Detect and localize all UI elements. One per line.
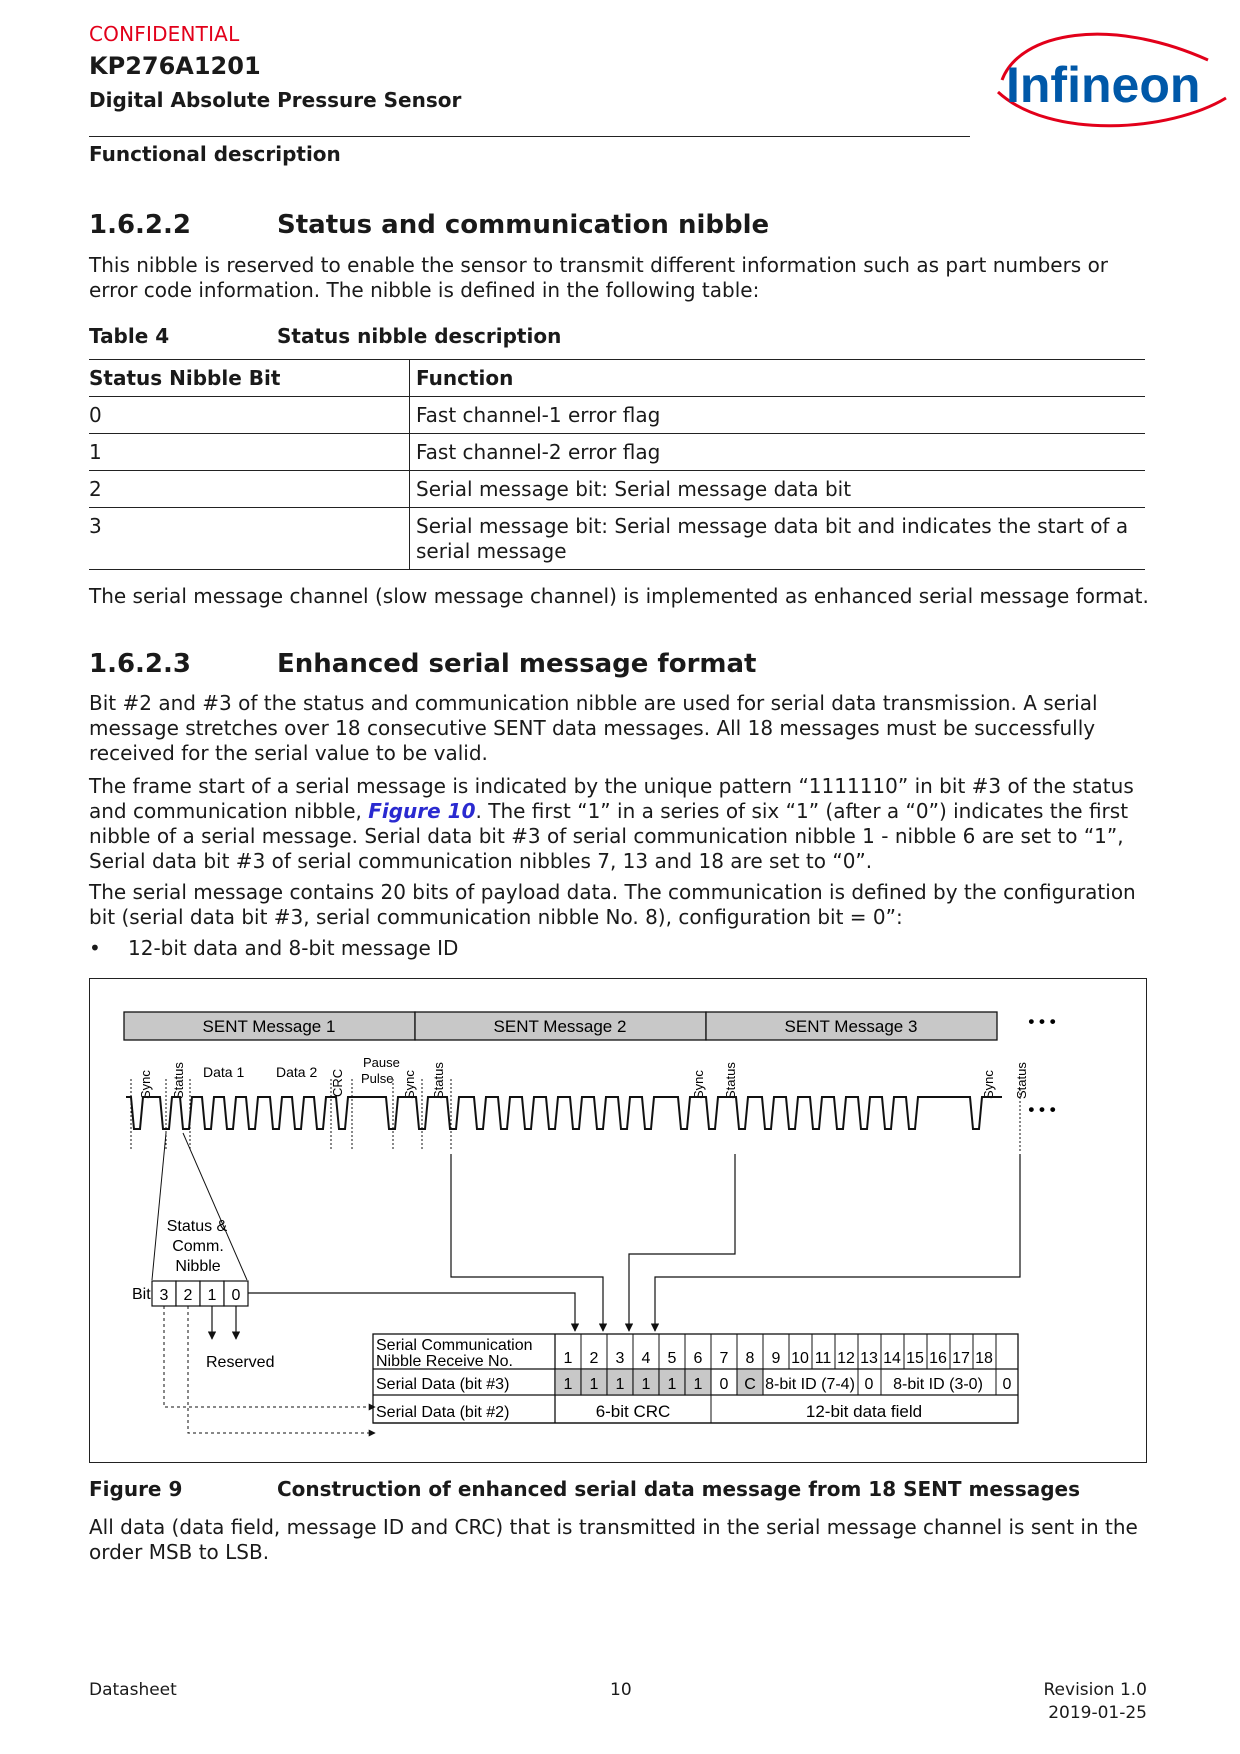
receive-no: 1 [563, 1350, 573, 1367]
bullet-mark: • [89, 936, 101, 960]
data2-label: Data 2 [276, 1064, 318, 1080]
sent-message-diagram [90, 979, 1146, 1462]
receive-no: 5 [667, 1350, 677, 1367]
sync-label-2: Sync [402, 1070, 417, 1099]
table-cell: 3 [89, 508, 410, 570]
footer-page-number: 10 [610, 1680, 632, 1700]
receive-no: 18 [975, 1350, 993, 1367]
nibble-callout-line3: Nibble [175, 1258, 221, 1275]
reserved-label: Reserved [206, 1354, 275, 1371]
section-title-2: Enhanced serial message format [277, 649, 757, 679]
sync-label-1: Sync [138, 1070, 153, 1099]
receive-no: 3 [615, 1350, 625, 1367]
figure-title: Construction of enhanced serial data message from 18 SENT messages [277, 1477, 1081, 1501]
part-number: KP276A1201 [89, 52, 261, 80]
confidential-label: CONFIDENTIAL [89, 22, 240, 46]
bit-2: 2 [183, 1287, 193, 1304]
receive-no: 10 [791, 1350, 809, 1367]
bit3-value: 1 [563, 1376, 573, 1393]
receive-no: 16 [929, 1350, 947, 1367]
document-subtitle: Digital Absolute Pressure Sensor [89, 88, 462, 112]
sent-message-3-label: SENT Message 3 [784, 1017, 918, 1036]
table-header-cell: Function [410, 360, 1146, 397]
table-row [89, 434, 1145, 471]
table-cell: Serial message bit: Serial message data bit and indicates the start of a serial message [410, 508, 1146, 570]
table-cell: 2 [89, 471, 410, 508]
table-label: Table 4 [89, 324, 170, 348]
receive-no: 8 [745, 1350, 755, 1367]
data-field: 12-bit data field [805, 1402, 923, 1421]
receive-no: 13 [860, 1350, 878, 1367]
bit-3: 3 [159, 1287, 169, 1304]
status-label-2: Status [431, 1062, 446, 1099]
table-cell: Fast channel-1 error flag [410, 397, 1146, 434]
section-title-1: Status and communication nibble [277, 210, 770, 240]
row-label-bit2: Serial Data (bit #2) [376, 1404, 510, 1421]
section-number-1: 1.6.2.2 [89, 210, 191, 240]
paragraph-2 [89, 774, 1149, 874]
row-label-receive-1: Serial Communication [376, 1337, 533, 1354]
section-intro-1: This nibble is reserved to enable the sensor to transmit different information such as part numbers or error code information. The nibble is defined in the following table: [89, 253, 1109, 302]
id-low-field: 8-bit ID (3-0) [893, 1376, 983, 1393]
status-nibble-table [89, 359, 1145, 570]
table-title: Status nibble description [277, 324, 562, 348]
figure-9-frame [89, 978, 1147, 1463]
bit3-value: 0 [719, 1376, 729, 1393]
receive-no: 11 [814, 1350, 832, 1367]
data1-label: Data 1 [203, 1064, 245, 1080]
bit-1: 1 [207, 1287, 217, 1304]
receive-no: 14 [883, 1350, 901, 1367]
receive-no: 17 [952, 1350, 970, 1367]
crc-field: 6-bit CRC [595, 1402, 671, 1421]
chapter-title: Functional description [89, 142, 341, 166]
footer-revision: Revision 1.0 [1043, 1680, 1147, 1700]
id-high-field: 8-bit ID (7-4) [765, 1376, 855, 1393]
bit-0: 0 [231, 1287, 241, 1304]
ellipsis-top: • • • [1028, 1012, 1056, 1031]
bit3-value: 1 [615, 1376, 625, 1393]
table-followup-text: The serial message channel (slow message channel) is implemented as enhanced serial message format. [89, 584, 1149, 608]
paragraph-3: The serial message contains 20 bits of payload data. The communication is defined by the configuration bit (serial data bit #3, serial communication nibble No. 8), configuration bit = 0”: [89, 880, 1136, 929]
bit3-value: 1 [693, 1376, 703, 1393]
infineon-logo [990, 22, 1230, 132]
receive-no: 15 [906, 1350, 924, 1367]
table-cell: Serial message bit: Serial message data bit [410, 471, 1146, 508]
bit3-zero-13: 0 [864, 1376, 874, 1393]
table-row [89, 508, 1145, 570]
receive-no: 6 [693, 1350, 703, 1367]
table-row [89, 397, 1145, 434]
status-label-3: Status [723, 1062, 738, 1099]
bit3-value: C [744, 1376, 756, 1393]
pause-label: Pause [363, 1055, 400, 1070]
bit3-value: 1 [589, 1376, 599, 1393]
receive-no: 9 [771, 1350, 781, 1367]
figure-10-link[interactable]: Figure 10 [368, 799, 476, 823]
crc-label: CRC [330, 1068, 345, 1097]
table-header-row [89, 360, 1145, 397]
bullet-item: 12-bit data and 8-bit message ID [128, 936, 459, 960]
pulse-separators [131, 1079, 1020, 1151]
header-divider [89, 136, 970, 137]
sync-label-3: Sync [691, 1070, 706, 1099]
table-header-cell: Status Nibble Bit [89, 360, 410, 397]
receive-no: 7 [719, 1350, 729, 1367]
sync-label-4: Sync [981, 1070, 996, 1099]
receive-no: 4 [641, 1350, 651, 1367]
paragraph-2-end: . The first “1” in a series of six “1” (after a “0”) indicates the first nibble of a serial message. Serial data bit #3 of serial communication nibble 1 - nibble 6 are set to “1”, Serial data bit #3 of serial communication nibbles 7, 13 and 18 are set to “0”. [89, 799, 1129, 873]
status-label-1: Status [171, 1062, 186, 1099]
receive-no: 2 [589, 1350, 599, 1367]
sent-message-1-label: SENT Message 1 [202, 1017, 336, 1036]
paragraph-1: Bit #2 and #3 of the status and communication nibble are used for serial data transmission. A serial message stretches over 18 consecutive SENT data messages. All 18 messages must be successfully received for the serial value to be valid. [89, 691, 1098, 765]
table-row [89, 471, 1145, 508]
bit3-zero-18: 0 [1002, 1376, 1012, 1393]
receive-numbers [564, 1350, 993, 1367]
row-label-bit3: Serial Data (bit #3) [376, 1376, 510, 1393]
pulse-label: Pulse [361, 1071, 394, 1086]
paragraph-2-start: The frame start of a serial message is indicated by the unique pattern “1111110” in bit #3 of the status and communication nibble, [89, 774, 1134, 823]
bit3-value: 1 [641, 1376, 651, 1393]
row-label-receive-2: Nibble Receive No. [376, 1353, 513, 1370]
logo-wordmark: Infineon [1006, 57, 1201, 113]
sent-message-2-label: SENT Message 2 [493, 1017, 627, 1036]
bit-label: Bit [132, 1286, 151, 1303]
footer-date: 2019-01-25 [1048, 1703, 1147, 1723]
bit3-value: 1 [667, 1376, 677, 1393]
nibble-callout-line1: Status & [166, 1218, 228, 1235]
ellipsis-waveform: • • • [1028, 1100, 1056, 1119]
nibble-callout-line2: Comm. [172, 1238, 224, 1255]
table-cell: 1 [89, 434, 410, 471]
table-cell: Fast channel-2 error flag [410, 434, 1146, 471]
sent-waveform [126, 1097, 1002, 1129]
figure-label: Figure 9 [89, 1477, 183, 1501]
receive-no: 12 [837, 1350, 855, 1367]
closing-paragraph: All data (data field, message ID and CRC) that is transmitted in the serial message channel is sent in the order MSB to LSB. [89, 1515, 1138, 1564]
footer-doc-type: Datasheet [89, 1680, 177, 1700]
section-number-2: 1.6.2.3 [89, 649, 191, 679]
status-label-4: Status [1014, 1062, 1029, 1099]
table-cell: 0 [89, 397, 410, 434]
